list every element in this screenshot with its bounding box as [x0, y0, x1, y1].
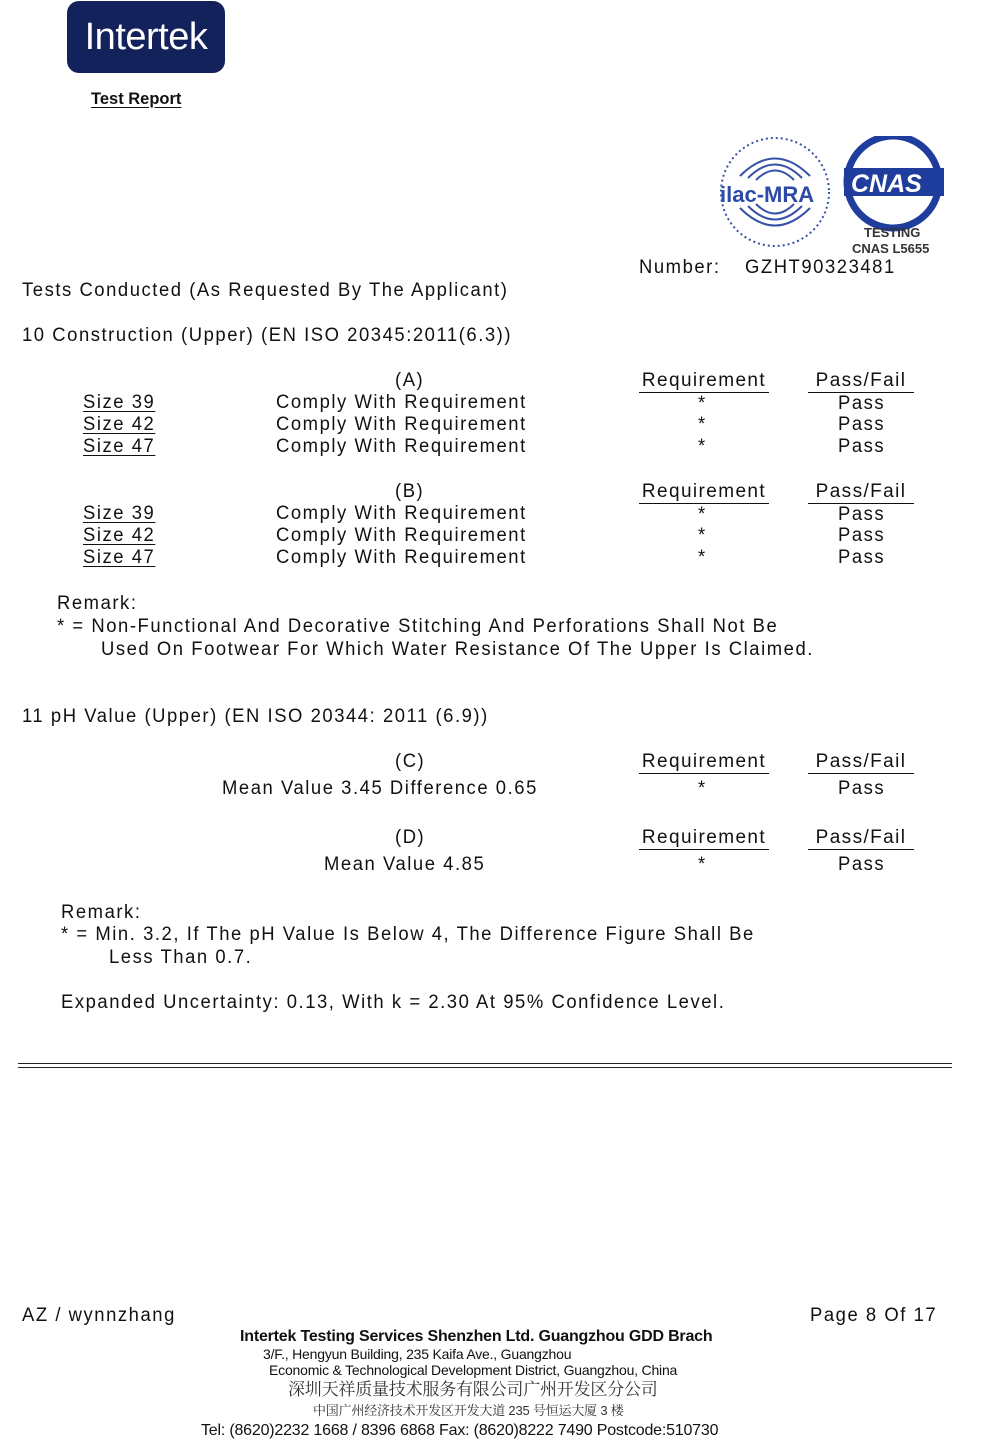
remark-text: * = Non-Functional And Decorative Stitching And Perforations Shall Not Be	[57, 616, 779, 637]
pass-fail-header: Pass/Fail	[808, 481, 914, 504]
pass-fail-value: Pass	[838, 393, 886, 414]
svg-text:CNAS: CNAS	[851, 170, 922, 198]
result-text: Mean Value 3.45 Difference 0.65	[222, 778, 538, 799]
group-label-a: (A)	[395, 370, 425, 391]
pass-fail-header: Pass/Fail	[808, 370, 914, 393]
group-label-c: (C)	[395, 751, 426, 772]
contact-line: Tel: (8620)2232 1668 / 8396 6868 Fax: (8620)8222 7490 Postcode:510730	[201, 1422, 719, 1439]
address-line: Economic & Technological Development District, Guangzhou, China	[269, 1362, 678, 1378]
size-label: Size 47	[83, 436, 156, 457]
result-text: Comply With Requirement	[276, 525, 527, 546]
remark-text: * = Min. 3.2, If The pH Value Is Below 4, The Difference Figure Shall Be	[61, 924, 755, 945]
svg-text:CNAS L5655: CNAS L5655	[852, 241, 930, 256]
remark-label: Remark:	[61, 902, 142, 923]
intro-heading: Tests Conducted (As Requested By The Applicant)	[22, 280, 509, 301]
requirement-mark: *	[698, 504, 707, 525]
remark-text: Used On Footwear For Which Water Resistance Of The Upper Is Claimed.	[101, 639, 814, 660]
requirement-mark: *	[698, 436, 707, 457]
uncertainty-text: Expanded Uncertainty: 0.13, With k = 2.30 At 95% Confidence Level.	[61, 992, 726, 1013]
result-text: Comply With Requirement	[276, 392, 527, 413]
pass-fail-value: Pass	[838, 778, 886, 799]
requirement-mark: *	[698, 414, 707, 435]
company-name: Intertek Testing Services Shenzhen Ltd. Guangzhou GDD Brach	[240, 1328, 713, 1345]
pass-fail-value: Pass	[838, 854, 886, 875]
svg-text:TESTING: TESTING	[864, 225, 921, 240]
address-line: 3/F., Hengyun Building, 235 Kaifa Ave., Guangzhou	[263, 1346, 572, 1362]
result-text: Mean Value 4.85	[324, 854, 486, 875]
size-label: Size 39	[83, 503, 156, 524]
pass-fail-header: Pass/Fail	[808, 827, 914, 850]
svg-text:ilac-MRA: ilac-MRA	[720, 182, 815, 207]
report-title: Test Report	[91, 89, 182, 108]
address-chinese: 中国广州经济技术开发区开发大道 235 号恒运大厦 3 楼	[313, 1403, 624, 1418]
intertek-logo	[67, 1, 225, 73]
company-name-chinese: 深圳天祥质量技术服务有限公司广州开发区分公司	[288, 1380, 658, 1399]
section-11-title: 11 pH Value (Upper) (EN ISO 20344: 2011 (6.9))	[22, 706, 489, 727]
size-label: Size 42	[83, 414, 156, 435]
size-label: Size 39	[83, 392, 156, 413]
result-text: Comply With Requirement	[276, 547, 527, 568]
requirement-header: Requirement	[639, 481, 769, 504]
pass-fail-value: Pass	[838, 525, 886, 546]
result-text: Comply With Requirement	[276, 414, 527, 435]
pass-fail-value: Pass	[838, 436, 886, 457]
requirement-mark: *	[698, 393, 707, 414]
pass-fail-value: Pass	[838, 547, 886, 568]
remark-label: Remark:	[57, 593, 138, 614]
size-label: Size 47	[83, 547, 156, 568]
logo-text: Intertek	[84, 15, 208, 58]
group-label-b: (B)	[395, 481, 425, 502]
page-number: Page 8 Of 17	[810, 1305, 938, 1326]
remark-text: Less Than 0.7.	[109, 947, 253, 968]
divider-line	[18, 1067, 952, 1068]
size-label: Size 42	[83, 525, 156, 546]
pass-fail-header: Pass/Fail	[808, 751, 914, 774]
requirement-mark: *	[698, 854, 707, 875]
report-number: GZHT90323481	[745, 257, 896, 278]
requirement-mark: *	[698, 525, 707, 546]
ilac-mra-logo	[720, 138, 829, 246]
report-number-label: Number:	[639, 257, 721, 278]
divider-line	[18, 1063, 952, 1064]
cnas-logo	[844, 136, 944, 256]
requirement-mark: *	[698, 547, 707, 568]
group-label-d: (D)	[395, 827, 426, 848]
pass-fail-value: Pass	[838, 414, 886, 435]
accreditation-logos	[718, 136, 950, 258]
requirement-mark: *	[698, 778, 707, 799]
result-text: Comply With Requirement	[276, 503, 527, 524]
result-text: Comply With Requirement	[276, 436, 527, 457]
requirement-header: Requirement	[639, 751, 769, 774]
requirement-header: Requirement	[639, 370, 769, 393]
requirement-header: Requirement	[639, 827, 769, 850]
pass-fail-value: Pass	[838, 504, 886, 525]
section-10-title: 10 Construction (Upper) (EN ISO 20345:2011(6.3))	[22, 325, 513, 346]
author: AZ / wynnzhang	[22, 1305, 176, 1326]
